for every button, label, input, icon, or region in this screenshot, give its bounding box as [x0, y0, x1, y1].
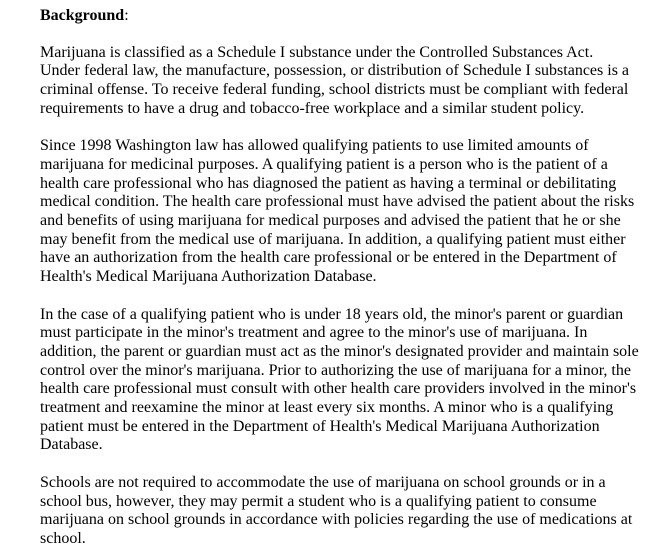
paragraph-line: criminal offense. To receive federal funding, school districts must be compliant with federal [40, 81, 629, 99]
paragraph-3 [40, 306, 650, 456]
heading-text: Background [40, 7, 125, 24]
paragraph-line: health care professional must consult with other health care providers involved in the minor's [40, 380, 637, 398]
paragraph-line: and benefits of using marijuana for medical purposes and advised the patient that he or she [40, 212, 621, 230]
paragraph-line: must participate in the minor's treatment and agree to the minor's use of marijuana. In [40, 324, 588, 342]
paragraph-4 [40, 474, 650, 549]
paragraph-line: health care professional who has diagnosed the patient as having a terminal or debilitating [40, 174, 617, 192]
paragraph-line: school. [40, 529, 86, 547]
paragraph-1 [40, 44, 650, 119]
paragraph-line: In the case of a qualifying patient who is under 18 years old, the minor's parent or guardian [40, 305, 624, 323]
paragraph-line: patient must be entered in the Department of Health's Medical Marijuana Authorization [40, 417, 600, 435]
paragraph-line: Schools are not required to accommodate the use of marijuana on school grounds or in a [40, 473, 606, 491]
paragraph-line: Marijuana is classified as a Schedule I substance under the Controlled Substances Act. [40, 43, 594, 61]
heading-colon: : [124, 7, 129, 24]
paragraph-line: requirements to have a drug and tobacco-free workplace and a similar student policy. [40, 99, 585, 117]
paragraph-line: treatment and reexamine the minor at least every six months. A minor who is a qualifying [40, 399, 614, 417]
document-body [40, 7, 650, 549]
paragraph-line: marijuana on school grounds in accordance with policies regarding the use of medications at [40, 511, 633, 529]
paragraph-line: marijuana for medicinal purposes. A qualifying patient is a person who is the patient of a [40, 155, 608, 173]
paragraph-line: control over the minor's marijuana. Prior to authorizing the use of marijuana for a minor, the [40, 361, 631, 379]
paragraph-line: may benefit from the medical use of marijuana. In addition, a qualifying patient must either [40, 230, 626, 248]
paragraph-line: Since 1998 Washington law has allowed qualifying patients to use limited amounts of [40, 137, 589, 155]
paragraph-line: medical condition. The health care professional must have advised the patient about the risks [40, 193, 635, 211]
paragraph-line: Under federal law, the manufacture, possession, or distribution of Schedule I substances is a [40, 62, 630, 80]
paragraph-line: school bus, however, they may permit a student who is a qualifying patient to consume [40, 492, 597, 510]
paragraph-line: Health's Medical Marijuana Authorization Database. [40, 268, 377, 286]
paragraph-line: addition, the parent or guardian must act as the minor's designated provider and maintain sole [40, 342, 639, 360]
section-heading [40, 7, 650, 26]
paragraph-line: Database. [40, 436, 103, 454]
paragraph-2 [40, 137, 650, 287]
paragraph-list [40, 44, 650, 549]
paragraph-line: have an authorization from the health care professional or be entered in the Department of [40, 249, 617, 267]
